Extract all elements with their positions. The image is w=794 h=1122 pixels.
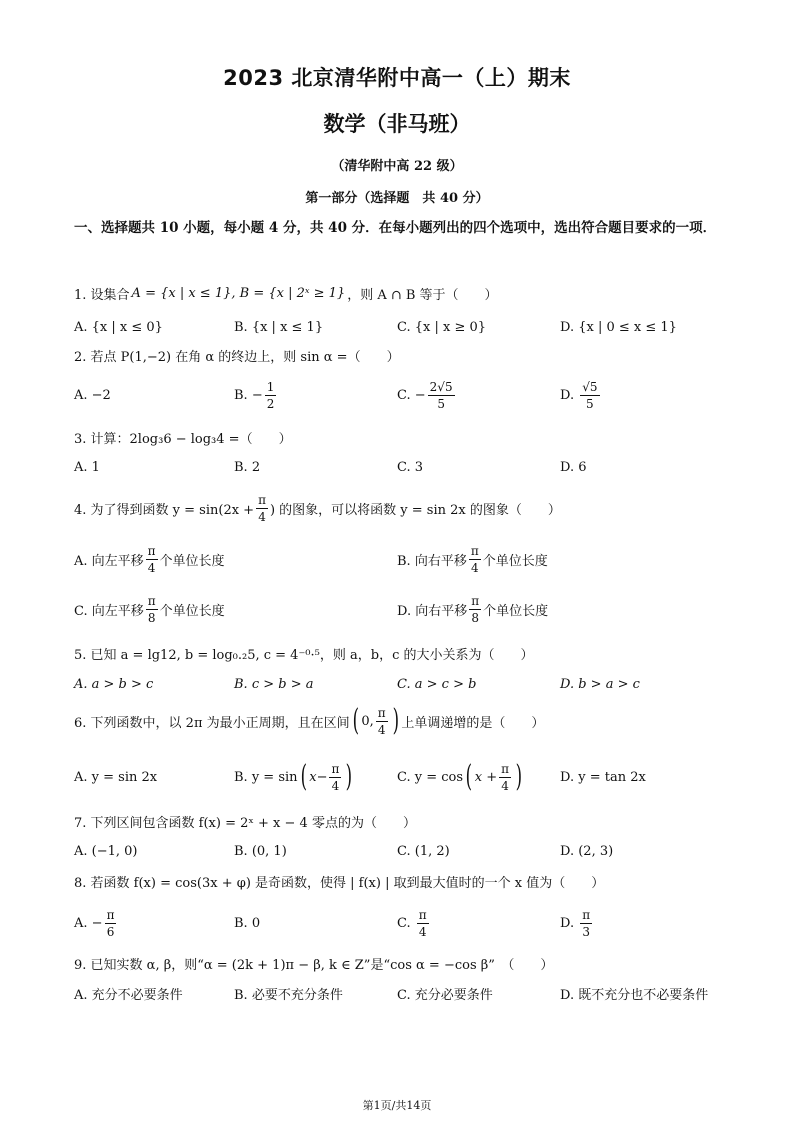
q2-options: [74, 380, 734, 410]
q4-d-unit: 个单位长度: [483, 603, 549, 619]
q2-b-den: 2: [266, 396, 275, 411]
q4-option-a[interactable]: [74, 544, 225, 574]
q4-suffix: ) 的图象，可以将函数 y = sin 2x 的图象（ ）: [269, 503, 561, 518]
exam-title: 2023 北京清华附中高一（上）期末: [223, 66, 571, 90]
q2-option-c[interactable]: [397, 380, 457, 410]
q1-option-a[interactable]: A. {x | x ≤ 0}: [74, 319, 163, 335]
q3-stem: 3. 计算：2log₃6 − log₃4 =（ ）: [74, 432, 292, 447]
question-2: [74, 346, 400, 365]
q7-option-b[interactable]: B. (0, 1): [234, 843, 287, 859]
q3-option-d[interactable]: D. 6: [560, 459, 587, 475]
q6-c-right-paren: ): [515, 759, 523, 794]
q2-d-den: 5: [586, 396, 594, 411]
q5-option-b[interactable]: B. c > b > a: [234, 676, 314, 692]
q8-c-fraction: [417, 909, 429, 938]
q4-option-b[interactable]: [397, 544, 548, 574]
q2-option-d[interactable]: [560, 380, 602, 410]
q1-prefix: 1. 设集合: [74, 288, 130, 303]
q9-option-a[interactable]: A. 充分不必要条件: [74, 987, 183, 1003]
question-8: [74, 872, 604, 891]
q8-option-b[interactable]: B. 0: [234, 915, 261, 931]
q6-c-label: C. y = cos: [397, 769, 464, 785]
q6-b-pre: x−: [309, 769, 328, 785]
q4-prefix: 4. 为了得到函数 y = sin(2x +: [74, 503, 255, 518]
q6-b-label: B. y = sin: [234, 769, 298, 785]
q2-d-num: √5: [582, 379, 598, 394]
q4-options-row1: [74, 544, 734, 574]
question-4: [74, 494, 561, 523]
q8-a-sign: −: [91, 915, 103, 931]
q6-b-left-paren: (: [300, 759, 307, 794]
q6-right-paren: ): [392, 703, 399, 738]
q4-c-label: C. 向左平移: [74, 603, 144, 619]
q9-option-c[interactable]: C. 充分必要条件: [397, 987, 493, 1003]
q8-d-fraction: [580, 909, 592, 938]
q7-stem: 7. 下列区间包含函数 f(x) = 2ˣ + x − 4 零点的为（ ）: [74, 816, 416, 831]
q4-c-num: π: [147, 593, 156, 608]
q2-option-b-fraction: [265, 381, 277, 410]
q6-interval-left: 0,: [361, 713, 374, 729]
q4-b-label: B. 向右平移: [397, 553, 467, 569]
q9-option-b[interactable]: B. 必要不充分条件: [234, 987, 343, 1003]
q7-option-c[interactable]: C. (1, 2): [397, 843, 450, 859]
q1-option-b[interactable]: B. {x | x ≤ 1}: [234, 319, 324, 335]
q6-b-num: π: [331, 761, 340, 776]
q4-d-fraction: [469, 595, 481, 624]
q4-option-d[interactable]: [397, 594, 548, 624]
q9-stem: 9. 已知实数 α, β，则“α = (2k + 1)π − β, k ∈ Z”是“cos α = −cos β” （ ）: [74, 958, 554, 973]
q6-interval-num: π: [377, 705, 386, 720]
q2-c-den: 5: [437, 396, 445, 411]
q8-c-num: π: [418, 907, 427, 922]
q4-d-den: 8: [471, 610, 479, 625]
question-5: [74, 644, 533, 663]
q7-option-d[interactable]: D. (2, 3): [560, 843, 614, 859]
q4-c-den: 8: [147, 610, 156, 625]
q5-stem: 5. 已知 a = lg12, b = log₀.₂5, c = 4⁻⁰·⁵，则 a，b，c 的大小关系为（ ）: [74, 648, 534, 663]
q2-c-num: 2√5: [429, 379, 453, 394]
q6-c-num: π: [501, 761, 509, 776]
q6-options: [74, 759, 734, 794]
q8-stem: 8. 若函数 f(x) = cos(3x + φ) 是奇函数，使得 | f(x) | 取到最大值时的一个 x 值为（ ）: [74, 876, 605, 891]
q6-interval-den: 4: [377, 722, 386, 737]
q4-a-num: π: [147, 543, 156, 558]
q6-b-right-paren: ): [346, 759, 353, 794]
q8-a-num: π: [106, 907, 115, 922]
q6-option-b[interactable]: [234, 759, 355, 794]
q9-option-d[interactable]: D. 既不充分也不必要条件: [560, 987, 709, 1003]
q8-option-a[interactable]: [74, 908, 118, 938]
q4-a-den: 4: [147, 560, 156, 575]
q4-stem-den: 4: [258, 510, 266, 524]
q2-option-b-label: B.: [234, 387, 248, 403]
q2-option-b-sign: −: [251, 387, 263, 403]
part-heading: 第一部分（选择题 共 40 分）: [305, 191, 489, 206]
q4-stem-fraction: [256, 494, 268, 523]
q4-c-fraction: [146, 595, 158, 624]
q2-option-d-label: D.: [560, 387, 575, 403]
grade-note: （清华附中高 22 级）: [331, 159, 463, 174]
q3-options: [74, 452, 734, 482]
q4-b-fraction: [469, 545, 481, 574]
q9-options: [74, 978, 734, 1008]
q6-prefix: 6. 下列函数中，以 2π 为最小正周期，且在区间: [74, 715, 350, 731]
q6-option-d[interactable]: D. y = tan 2x: [560, 769, 646, 785]
q8-a-fraction: [105, 909, 117, 938]
q5-option-d[interactable]: D. b > a > c: [560, 676, 640, 692]
q7-option-a[interactable]: A. (−1, 0): [74, 843, 138, 859]
q4-b-den: 4: [470, 560, 479, 575]
q4-b-num: π: [470, 543, 479, 558]
q6-b-den: 4: [331, 778, 340, 793]
question-1: [74, 284, 498, 303]
q2-option-c-fraction: [428, 381, 455, 410]
q8-d-num: π: [582, 907, 591, 922]
q4-b-unit: 个单位长度: [482, 553, 548, 569]
q2-option-a[interactable]: A. −2: [74, 387, 111, 403]
q6-c-den: 4: [501, 778, 509, 793]
question-3: [74, 428, 292, 447]
q1-math: A = {x | x ≤ 1}, B = {x | 2ˣ ≥ 1}: [131, 286, 346, 301]
question-9: [74, 954, 553, 973]
q8-c-label: C.: [397, 915, 411, 931]
q4-a-unit: 个单位长度: [159, 553, 225, 569]
q5-options: [74, 669, 734, 699]
q1-options: [74, 312, 734, 342]
q3-option-b[interactable]: B. 2: [234, 459, 261, 475]
q8-d-den: 3: [582, 924, 590, 939]
q8-option-d[interactable]: [560, 908, 594, 938]
q1-suffix: ，则 A ∩ B 等于（ ）: [347, 288, 498, 303]
q6-c-fraction: [499, 763, 511, 792]
q8-options: [74, 908, 734, 938]
q2-option-c-label: C.: [397, 387, 411, 403]
q8-a-den: 6: [106, 924, 115, 939]
q4-a-label: A. 向左平移: [74, 553, 144, 569]
q6-option-a[interactable]: A. y = sin 2x: [74, 769, 158, 785]
q4-option-c[interactable]: [74, 594, 225, 624]
q4-options-row2: [74, 594, 734, 624]
q2-option-d-fraction: [580, 381, 599, 410]
q6-c-pre: x +: [474, 769, 498, 785]
q6-interval-fraction: [376, 707, 388, 736]
question-6: [74, 703, 545, 738]
q4-d-label: D. 向右平移: [397, 603, 468, 619]
q3-option-c[interactable]: C. 3: [397, 459, 424, 475]
q1-option-d[interactable]: D. {x | 0 ≤ x ≤ 1}: [560, 319, 677, 335]
page-footer: 第1页/共14页: [362, 1099, 432, 1112]
q1-option-c[interactable]: C. {x | x ≥ 0}: [397, 319, 487, 335]
q5-option-a[interactable]: A. a > b > c: [74, 676, 154, 692]
exam-subtitle: 数学（非马班）: [323, 112, 471, 136]
q8-option-c[interactable]: [397, 908, 431, 938]
q6-option-c[interactable]: [397, 759, 525, 794]
question-7: [74, 812, 416, 831]
q2-b-num: 1: [266, 379, 275, 394]
q5-option-c[interactable]: C. a > c > b: [397, 676, 477, 692]
q6-left-paren: (: [352, 703, 359, 738]
q2-stem: 2. 若点 P(1,−2) 在角 α 的终边上，则 sin α =（ ）: [74, 350, 400, 365]
q3-option-a[interactable]: A. 1: [74, 459, 100, 475]
q6-c-left-paren: (: [465, 759, 473, 794]
q2-option-b[interactable]: [234, 380, 278, 410]
q6-b-fraction: [329, 763, 341, 792]
q2-option-c-sign: −: [414, 387, 426, 403]
q8-d-label: D.: [560, 915, 575, 931]
section-instructions: 一、选择题共 10 小题，每小题 4 分，共 40 分．在每小题列出的四个选项中，选出符合题目要求的一项．: [74, 220, 717, 236]
q6-suffix: 上单调递增的是（ ）: [401, 715, 545, 731]
q4-a-fraction: [146, 545, 158, 574]
q4-d-num: π: [471, 593, 480, 608]
q8-a-label: A.: [74, 915, 88, 931]
q8-c-den: 4: [418, 924, 427, 939]
q7-options: [74, 836, 734, 866]
q4-stem-num: π: [258, 493, 266, 507]
q4-c-unit: 个单位长度: [159, 603, 225, 619]
